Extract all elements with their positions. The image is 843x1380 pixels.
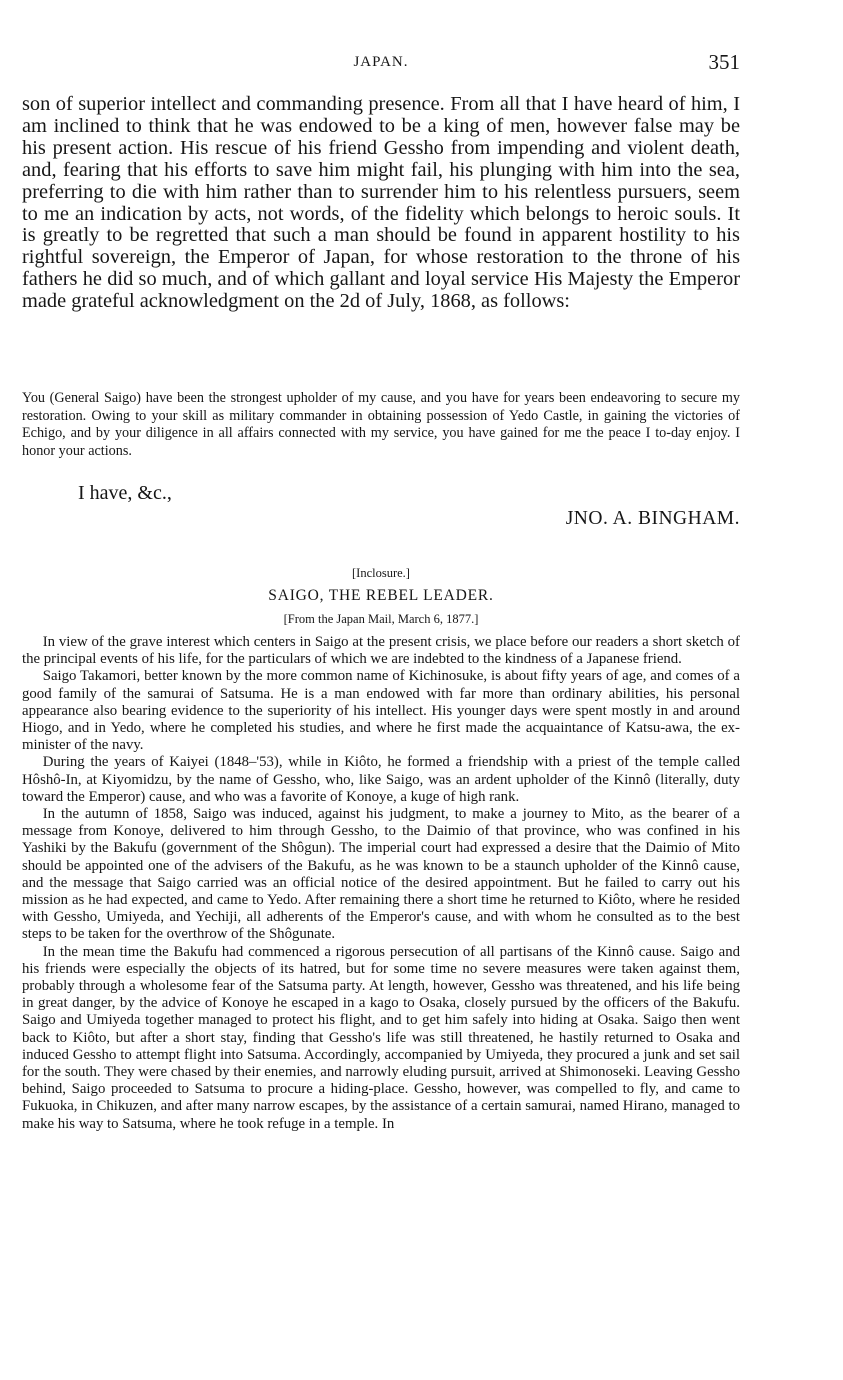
article-paragraph: Saigo Takamori, better known by the more common name of Kichinosuke, is about fifty years of age, and comes of a good family of the samurai of Satsuma. He is a man endowed with far more than ordinary abilities, his personal appearance also bearing evidence to the superiority of his intellect. His younger days were spent mostly in and around Hiogo, and in Yedo, where he completed his studies, and where he first made the acquaintance of Katsu-awa, the ex-minister of the navy.: [22, 668, 740, 754]
inclosure-label: [Inclosure.]: [352, 566, 410, 580]
emperor-quote: You (General Saigo) have been the strongest upholder of my cause, and you have for years been endeavoring to secure my restoration. Owing to your skill as military commander in obtaining possession of Yedo Castle, in gaining the victories of Echigo, and by your diligence in all affairs connected with my service, you have gained for me the peace I to-day enjoy. I honor your actions.: [22, 390, 740, 459]
page-number: 351: [708, 50, 740, 74]
article-paragraph: In the mean time the Bakufu had commenced a rigorous persecution of all partisans of the Kinnô cause. Saigo and his friends were especially the objects of its hatred, but for some time no severe measures were taken against them, probably through a wholesome fear of the Satsuma party. At length, however, Gessho was threatened, and his life being in great danger, by the advice of Konoye he escaped in a kago to Osaka, closely pursued by the officers of the Bakufu. Saigo and Umiyeda together managed to protect his flight, and to get him safely into hiding at Osaka. Saigo then went back to Kiôto, but after a short stay, finding that Gessho's life was still threatened, he hastily returned to Osaka and induced Gessho to attempt flight into Satsuma. Accordingly, accompanied by Umiyeda, they procured a junk and set sail for the south. They were chased by their enemies, and narrowly eluding pursuit, arrived at Shimonoseki. Leaving Gessho behind, Saigo proceeded to Satsuma to procure a hiding-place. Gessho, however, was compelled to fly, and came to Fukuoka, in Chikuzen, and after many narrow escapes, by the assistance of a certain samurai, named Hirano, managed to make his way to Satsuma, where he took refuge in a temple. In: [22, 943, 740, 1132]
letter-closing: I have, &c.,: [78, 482, 172, 504]
running-header: [22, 50, 740, 78]
article-paragraph: During the years of Kaiyei (1848–'53), while in Kiôto, he formed a friendship with a priest of the temple called Hôshô-In, at Kiyomidzu, by the name of Gessho, who, like Saigo, was an ardent upholder of the Kinnô (literally, duty toward the Emperor) cause, and who was a favorite of Konoye, a kuge of high rank.: [22, 754, 740, 805]
running-title: JAPAN.: [353, 54, 409, 70]
article-source: [From the Japan Mail, March 6, 1877.]: [283, 612, 479, 626]
article-body: [22, 634, 740, 1133]
article-paragraph: In view of the grave interest which centers in Saigo at the present crisis, we place before our readers a short sketch of the principal events of his life, for the particulars of which we are indebted to the kindness of a Japanese friend.: [22, 634, 740, 668]
letter-body: son of superior intellect and commanding presence. From all that I have heard of him, I am inclined to think that he was endowed to be a king of men, however false may be his present action. His rescue of his friend Gessho from impending and violent death, and, fearing that his efforts to save him might fail, his plunging with him into the sea, preferring to die with him rather than to surrender him to his relentless pursuers, seem to me an indication by acts, not words, of the fidelity which belongs to heroic souls. It is greatly to be regretted that such a man should be found in apparent hostility to his rightful sovereign, the Emperor of Japan, for whose restoration to the throne of his fathers he did so much, and of which gallant and loyal service His Majesty the Emperor made grateful acknowledgment on the 2d of July, 1868, as follows:: [22, 93, 740, 313]
letter-signature: JNO. A. BINGHAM.: [565, 508, 740, 529]
article-paragraph: In the autumn of 1858, Saigo was induced, against his judgment, to make a journey to Mito, as the bearer of a message from Konoye, delivered to him through Gessho, to the Daimio of that province, who was confined in his Yashiki by the Bakufu (government of the Shôgun). The imperial court had expressed a desire that the Daimio of Mito should be appointed one of the advisers of the Bakufu, as he was known to be a staunch upholder of the Kinnô cause, and the message that Saigo carried was an official notice of the desired appointment. But he failed to carry out his mission as he had expected, and came to Yedo. After remaining there a short time he returned to Kiôto, where he resided with Gessho, Umiyeda, and Yechiji, all adherents of the Emperor's cause, and with whom he consulted as to the best steps to be taken for the overthrow of the Shôgunate.: [22, 806, 740, 943]
article-title: SAIGO, THE REBEL LEADER.: [268, 587, 494, 604]
